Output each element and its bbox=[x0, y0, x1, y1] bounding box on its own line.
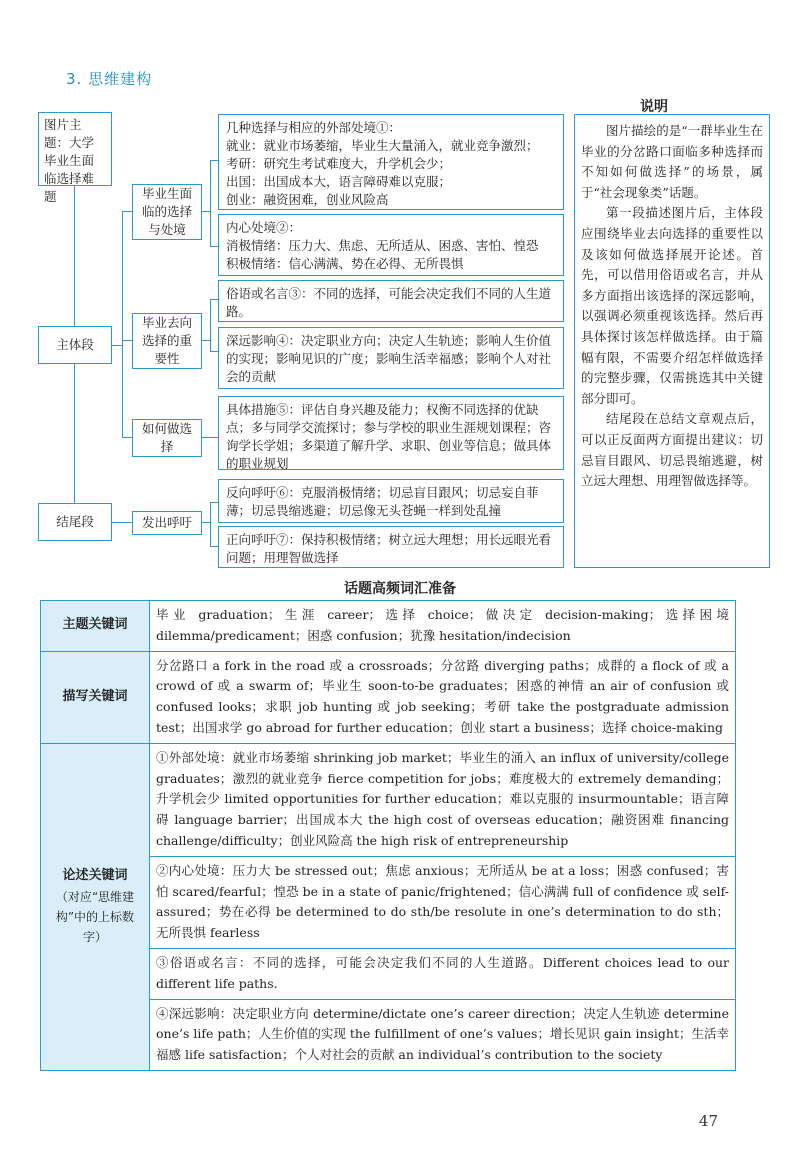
connector bbox=[122, 211, 123, 437]
connector bbox=[202, 522, 210, 523]
leaf-inner-situation bbox=[218, 214, 564, 276]
leaf-line: 就业：就业市场萎缩，毕业生大量涌入，就业竞争激烈； bbox=[226, 138, 539, 153]
note-paragraph: 图片描绘的是“一群毕业生在毕业的分岔路口面临多种选择而不知如何做选择”的场景，属于“社会现象类”话题。 bbox=[581, 123, 763, 200]
table-row bbox=[41, 743, 736, 856]
desc-keywords: 分岔路口 a fork in the road 或 a crossroads；分岔路 diverging paths；成群的 a flock of 或 a crowd of 或 a swarm of；毕业生 soon-to-be graduates；困惑的神情 an air of confusion 或 confused looks；求职 job hunting 或 job seeking；考研 take the postgraduate admission test；出国求学 go abroad for further education；创业 start a business；选择 choice-making bbox=[150, 651, 736, 743]
leaf-line: 积极情绪：信心满满、势在必得、无所畏惧 bbox=[226, 256, 464, 271]
vocab-title: 话题高频词汇准备 bbox=[344, 581, 456, 597]
argue-keywords-1: ①外部处境：就业市场萎缩 shrinking job market；毕业生的涌入 an influx of university/college graduates；激烈的就业竞争 fierce competition for jobs；难度极大的 extremely demanding；升学机会少 limited opportunities for further education；难以克服的 insurmountable；语言障碍 language barrier；出国成本大 the high cost of overseas education；融资困难 financing challenge/difficulty；创业风险高 the high risk of entrepreneurship bbox=[150, 743, 736, 856]
leaf-positive-appeal: 正向呼吁⑦：保持积极情绪；树立远大理想；用长远眼光看问题；用理智做选择 bbox=[218, 526, 564, 568]
argue-keywords-4: ④深远影响：决定职业方向 determine/dictate one’s career direction；决定人生轨迹 determine one’s life path；人生价值的实现 the fulfillment of one’s values；增长见识 gain insight；生活幸福感 life satisfaction；个人对社会的贡献 an individual’s contribution to the society bbox=[150, 999, 736, 1070]
theme-keywords: 毕业 graduation；生涯 career；选择 choice；做决定 decision-making；选择困境 dilemma/predicament；困惑 confusion；犹豫 hesitation/indecision bbox=[150, 601, 736, 652]
connector bbox=[210, 546, 218, 547]
note-box bbox=[574, 114, 770, 568]
connector bbox=[122, 211, 132, 212]
table-row bbox=[41, 601, 736, 652]
leaf-line: 考研：研究生考试难度大，升学机会少； bbox=[226, 156, 452, 171]
leaf-reverse-appeal: 反向呼吁⑥：克服消极情绪；切忌盲目跟风；切忌妄自菲薄；切忌畏缩逃避；切忌像无头苍蝇一样到处乱撞 bbox=[218, 479, 564, 523]
sub-node-importance: 毕业去向选择的重要性 bbox=[132, 313, 202, 369]
argue-header-cell bbox=[41, 743, 150, 1070]
connector bbox=[122, 437, 132, 438]
connector bbox=[210, 299, 211, 351]
leaf-saying: 俗语或名言③：不同的选择，可能会决定我们不同的人生道路。 bbox=[218, 280, 564, 322]
connector bbox=[210, 502, 218, 503]
note-paragraph: 结尾段在总结文章观点后，可以正反面两方面提出建议：切忌盲目跟风、切忌畏缩逃避，树立远大理想、用理智做选择等。 bbox=[581, 411, 763, 489]
leaf-line: 创业：融资困难，创业风险高 bbox=[226, 192, 389, 207]
connector bbox=[202, 437, 218, 438]
connector bbox=[210, 502, 211, 546]
argue-keywords-3: ③俗语或名言：不同的选择，可能会决定我们不同的人生道路。Different choices lead to our different life paths. bbox=[150, 948, 736, 999]
connector bbox=[74, 364, 75, 503]
connector bbox=[210, 246, 218, 247]
root-node: 图片主题：大学毕业生面临选择难题 bbox=[38, 112, 112, 186]
argue-keywords-2: ②内心处境：压力大 be stressed out；焦虑 anxious；无所适从 be at a loss；困惑 confused；害怕 scared/fearful；惶恐 be in a state of panic/frightened；信心满满 full of confidence 或 self-assured；势在必得 be determined to do sth/be resolute in one’s determination to do sth；无所畏惧 fearless bbox=[150, 856, 736, 948]
connector bbox=[210, 160, 218, 161]
note-paragraph: 第一段描述图片后，主体段应围绕毕业去向选择的重要性以及该如何做选择展开论述。首先，可以借用俗语或名言，并从多方面指出该选择的深远影响，以强调必须重视该选择。然后再具体探讨该怎样做选择。由于篇幅有限，不需要介绍怎样做选择的完整步骤，仅需挑选其中关键部分即可。 bbox=[581, 205, 763, 406]
connector bbox=[112, 522, 132, 523]
connector bbox=[122, 340, 132, 341]
sub-node-appeal: 发出呼吁 bbox=[132, 511, 202, 535]
conclusion-node: 结尾段 bbox=[38, 503, 112, 541]
leaf-external-situation bbox=[218, 114, 564, 210]
page-number: 47 bbox=[698, 1112, 718, 1130]
section-title: 3. 思维建构 bbox=[66, 70, 153, 88]
connector bbox=[74, 186, 75, 326]
leaf-line: 几种选择与相应的外部处境①： bbox=[226, 120, 402, 135]
leaf-measures: 具体措施⑤：评估自身兴趣及能力；权衡不同选择的优缺点；多与同学交流探讨；参与学校的职业生涯规划课程；咨询学长学姐；多渠道了解升学、求职、创业等信息；做具体的职业规划 bbox=[218, 396, 564, 470]
leaf-line: 消极情绪：压力大、焦虑、无所适从、困惑、害怕、惶恐 bbox=[226, 238, 539, 253]
connector bbox=[210, 351, 218, 352]
table-row bbox=[41, 651, 736, 743]
leaf-impact: 深远影响④：决定职业方向；决定人生轨迹；影响人生价值的实现；影响见识的广度；影响生活幸福感；影响个人对社会的贡献 bbox=[218, 327, 564, 389]
leaf-line: 内心处境②： bbox=[226, 220, 302, 235]
connector bbox=[112, 345, 122, 346]
connector bbox=[202, 340, 210, 341]
argue-header: 论述关键词 bbox=[62, 868, 128, 884]
desc-header: 描写关键词 bbox=[41, 651, 150, 743]
theme-header: 主题关键词 bbox=[41, 601, 150, 652]
connector bbox=[210, 160, 211, 246]
vocab-table bbox=[40, 600, 736, 1071]
connector bbox=[202, 211, 210, 212]
note-title: 说明 bbox=[640, 99, 668, 115]
argue-header-sub: （对应“思维建构”中的上标数字） bbox=[55, 890, 135, 945]
sub-node-choices: 毕业生面临的选择与处境 bbox=[132, 184, 202, 240]
sub-node-how: 如何做选择 bbox=[132, 419, 202, 457]
main-body-node: 主体段 bbox=[38, 326, 112, 364]
leaf-line: 出国：出国成本大，语言障碍难以克服； bbox=[226, 174, 452, 189]
connector bbox=[210, 299, 218, 300]
